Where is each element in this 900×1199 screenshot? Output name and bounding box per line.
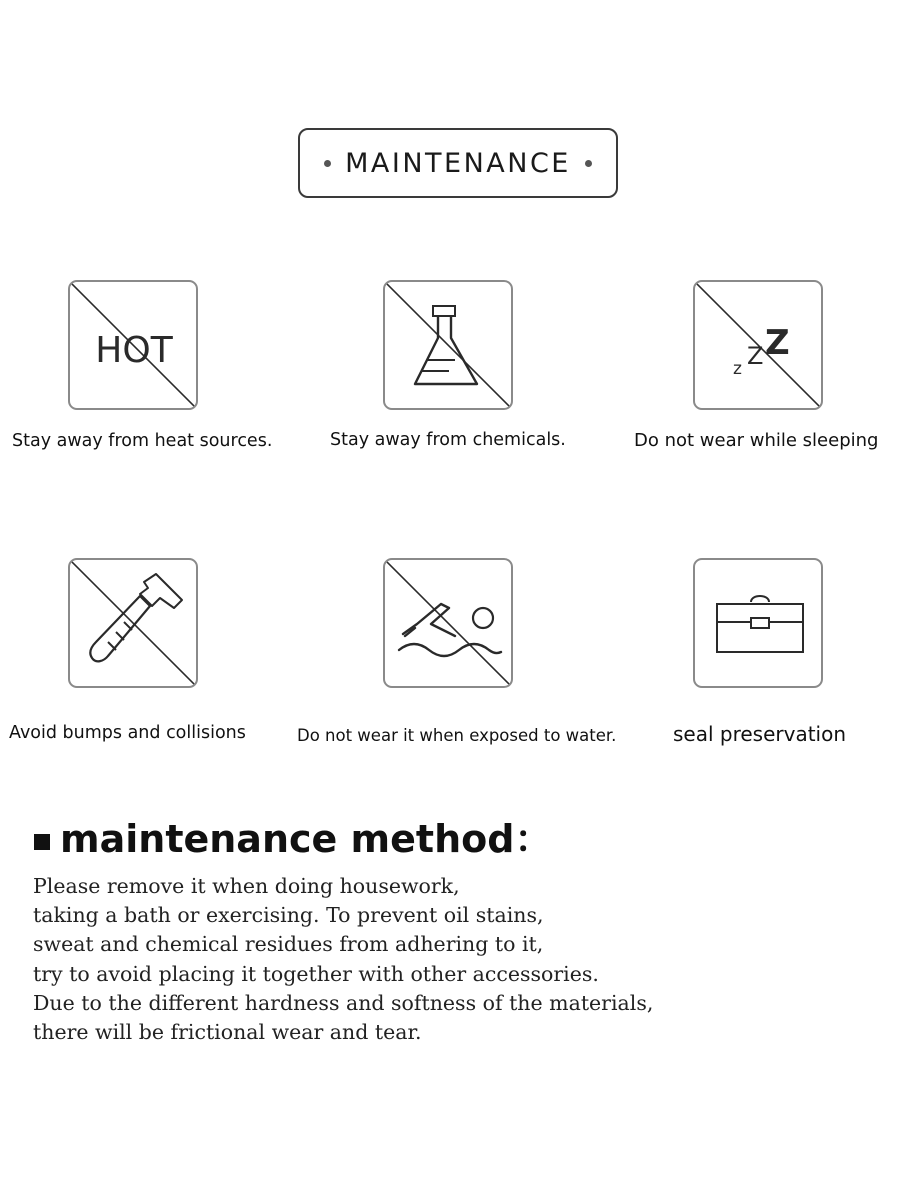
- card-collisions: [68, 558, 198, 688]
- hot-prohibited-icon: [70, 282, 198, 410]
- caption-heat: Stay away from heat sources.: [12, 431, 273, 451]
- card-seal: [693, 558, 823, 688]
- sleep-z-large: Z: [765, 323, 790, 363]
- square-bullet-icon: [34, 834, 50, 850]
- maintenance-title-box: [298, 128, 618, 198]
- method-line: Please remove it when doing housework,: [33, 874, 460, 898]
- storage-box-icon: [695, 560, 823, 688]
- caption-chemicals: Stay away from chemicals.: [330, 430, 566, 450]
- method-line: try to avoid placing it together with other accessories.: [33, 961, 599, 986]
- card-heat: [68, 280, 198, 410]
- method-line: sweat and chemical residues from adhering to it,: [33, 932, 544, 957]
- method-line: there will be frictional wear and tear.: [33, 1020, 422, 1045]
- caption-sleeping: Do not wear while sleeping: [634, 430, 879, 451]
- hammer-prohibited-icon: [70, 560, 198, 688]
- method-paragraph: [33, 872, 653, 1047]
- method-line: taking a bath or exercising. To prevent oil stains,: [33, 903, 544, 928]
- method-heading: [34, 808, 552, 863]
- caption-water: Do not wear it when exposed to water.: [297, 726, 617, 745]
- card-chemicals: [383, 280, 513, 410]
- sleep-z-medium: Z: [747, 342, 764, 370]
- card-sleeping: [693, 280, 823, 410]
- title-dot-right: [585, 160, 592, 167]
- swimming-prohibited-icon: [385, 560, 513, 688]
- title-dot-left: [324, 160, 331, 167]
- caption-seal: seal preservation: [673, 722, 847, 746]
- caption-collisions: Avoid bumps and collisions: [9, 723, 246, 743]
- method-line: Due to the different hardness and softness of the materials,: [33, 990, 654, 1015]
- sleep-prohibited-icon: [695, 282, 823, 410]
- method-heading-text: maintenance method：: [60, 817, 553, 861]
- page-title: MAINTENANCE: [345, 147, 571, 179]
- card-water: [383, 558, 513, 688]
- sleep-z-small: z: [733, 359, 742, 379]
- chemical-flask-prohibited-icon: [385, 282, 513, 410]
- hot-icon-label: HOT: [95, 330, 173, 371]
